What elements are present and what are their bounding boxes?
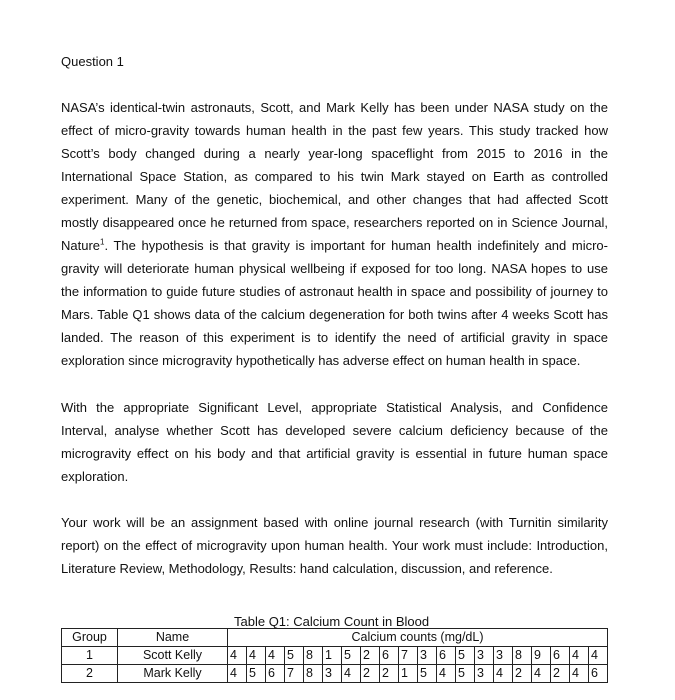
calcium-value-cell: 3 xyxy=(494,647,513,665)
calcium-value-cell: 4 xyxy=(589,647,608,665)
calcium-value-cell: 1 xyxy=(399,665,418,683)
calcium-value-cell: 3 xyxy=(475,647,494,665)
paragraph-intro-cont: . The hypothesis is that gravity is important for human health indefinitely and micro-gravity will deteriorate human physical wellbeing if exposed for too long. NASA hopes to use the information to guide future studies of astronaut health in space and possibility of journey to Mars. Table Q1 shows data of the calcium degeneration for both twins after 4 weeks Scott has landed. The reason of this experiment is to identify the need of artificial gravity in space exploration since microgravity hypothetically has adverse effect on human health in space. xyxy=(61,238,608,368)
calcium-value-cell: 5 xyxy=(418,665,437,683)
calcium-value-cell: 6 xyxy=(380,647,399,665)
calcium-value-cell: 7 xyxy=(399,647,418,665)
header-group: Group xyxy=(62,629,118,647)
calcium-value-cell: 4 xyxy=(342,665,361,683)
footnote-marker: 1 xyxy=(100,237,105,247)
row-name: Mark Kelly xyxy=(118,665,228,683)
calcium-value-cell: 9 xyxy=(532,647,551,665)
calcium-value-cell: 3 xyxy=(475,665,494,683)
calcium-value-cell: 1 xyxy=(323,647,342,665)
calcium-value-cell: 5 xyxy=(456,665,475,683)
row-name: Scott Kelly xyxy=(118,647,228,665)
calcium-value-cell: 4 xyxy=(228,665,247,683)
calcium-value-cell: 4 xyxy=(570,665,589,683)
calcium-value-cell: 2 xyxy=(361,647,380,665)
calcium-value-cell: 5 xyxy=(342,647,361,665)
table-caption: Table Q1: Calcium Count in Blood xyxy=(234,614,430,629)
calcium-value-cell: 4 xyxy=(532,665,551,683)
calcium-value-cell: 4 xyxy=(494,665,513,683)
paragraph-intro xyxy=(61,96,608,372)
calcium-value-cell: 5 xyxy=(456,647,475,665)
calcium-value-cell: 6 xyxy=(589,665,608,683)
calcium-value-cell: 5 xyxy=(285,647,304,665)
calcium-value-cell: 8 xyxy=(304,647,323,665)
table-row xyxy=(62,647,608,665)
row-group: 1 xyxy=(62,647,118,665)
table-row xyxy=(62,665,608,683)
calcium-value-cell: 6 xyxy=(266,665,285,683)
calcium-value-cell: 2 xyxy=(361,665,380,683)
calcium-value-cell: 4 xyxy=(228,647,247,665)
calcium-value-cell: 6 xyxy=(551,647,570,665)
calcium-value-cell: 2 xyxy=(513,665,532,683)
calcium-value-cell: 4 xyxy=(266,647,285,665)
table-header-row xyxy=(62,629,608,647)
calcium-value-cell: 2 xyxy=(380,665,399,683)
calcium-value-cell: 3 xyxy=(323,665,342,683)
calcium-value-cell: 8 xyxy=(304,665,323,683)
calcium-value-cell: 7 xyxy=(285,665,304,683)
calcium-value-cell: 6 xyxy=(437,647,456,665)
calcium-value-cell: 8 xyxy=(513,647,532,665)
header-name: Name xyxy=(118,629,228,647)
calcium-value-cell: 5 xyxy=(247,665,266,683)
paragraph-requirements: Your work will be an assignment based with online journal research (with Turnitin similarity report) on the effect of microgravity upon human health. Your work must include: Introduction, Literature Review, Methodology, Results: hand calculation, discussion, and reference. xyxy=(61,515,608,576)
calcium-value-cell: 4 xyxy=(570,647,589,665)
row-group: 2 xyxy=(62,665,118,683)
question-heading: Question 1 xyxy=(61,54,124,69)
paragraph-intro-text: NASA’s identical-twin astronauts, Scott, and Mark Kelly has been under NASA study on the effect of micro-gravity towards human health in the past few years. This study tracked how Scott’s body changed during a nearly year-long spaceflight from 2015 to 2016 in the International Space Station, as compared to his twin Mark stayed on Earth as controlled experiment. Many of the genetic, biochemical, and other changes that had affected Scott mostly disappeared once he returned from space, researchers reported on in Science Journal, Nature xyxy=(61,100,608,253)
calcium-value-cell: 4 xyxy=(247,647,266,665)
calcium-value-cell: 4 xyxy=(437,665,456,683)
calcium-table xyxy=(61,628,608,683)
header-calcium-counts: Calcium counts (mg/dL) xyxy=(228,629,608,647)
calcium-value-cell: 3 xyxy=(418,647,437,665)
calcium-value-cell: 2 xyxy=(551,665,570,683)
paragraph-task: With the appropriate Significant Level, appropriate Statistical Analysis, and Confidence Interval, analyse whether Scott has developed severe calcium deficiency because of the microgravity effect on his body and that artificial gravity is essential in future human space exploration. xyxy=(61,400,608,484)
